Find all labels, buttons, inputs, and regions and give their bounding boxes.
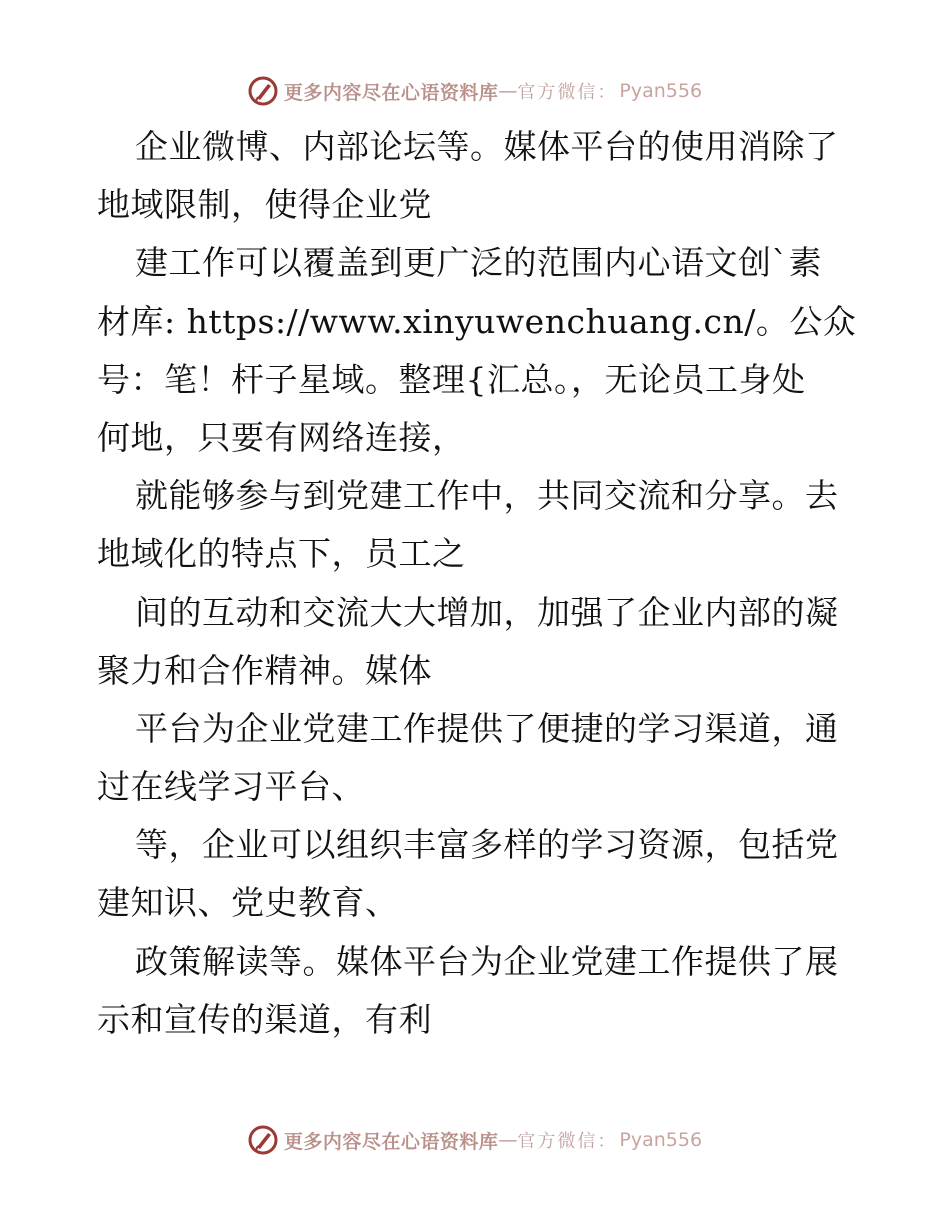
banner-main-text: 更多内容尽在心语资料库 [283,81,499,104]
banner-separator: — [498,80,518,102]
document-body [97,118,857,1049]
footer-watermark-banner [0,1120,950,1160]
banner-wechat-id: Pyan556 [619,80,703,102]
text-line: 地域化的特点下，员工之 [97,534,466,574]
text-line: 建工作可以覆盖到更广泛的范围内心语文创`素 [135,243,822,283]
header-watermark-banner [0,71,950,111]
banner-wechat-id: Pyan556 [619,1129,703,1151]
text-line: 间的互动和交流大大增加，加强了企业内部的凝 [135,592,839,632]
banner-sub-text: 官方微信： [517,82,618,103]
banner-sub-text: 官方微信： [517,1131,618,1152]
text-line: 平台为企业党建工作提供了便捷的学习渠道，通 [135,708,839,748]
text-line: 就能够参与到党建工作中，共同交流和分享。去 [135,476,839,516]
banner-separator: — [498,1129,518,1151]
text-line: 建知识、党史教育、 [97,883,399,923]
text-line: 示和宣传的渠道，有利 [97,999,432,1039]
text-line: 材库: https://www.xinyuwenchuang.cn/。公众 [97,301,857,341]
text-line: 地域限制，使得企业党 [97,185,432,225]
banner-main-text: 更多内容尽在心语资料库 [283,1130,499,1153]
text-line: 何地，只要有网络连接， [97,417,466,457]
quill-logo-icon [248,76,278,106]
text-line: 政策解读等。媒体平台为企业党建工作提供了展 [135,941,839,981]
text-line: 企业微博、内部论坛等。媒体平台的使用消除了 [135,127,839,166]
text-line: 号：笔！杆子星域。整理{汇总。，无论员工身处 [97,359,806,399]
quill-logo-icon [248,1125,278,1155]
text-line: 聚力和合作精神。媒体 [97,650,432,690]
text-line: 过在线学习平台、 [97,767,365,807]
text-line: 等，企业可以组织丰富多样的学习资源，包括党 [135,825,839,865]
